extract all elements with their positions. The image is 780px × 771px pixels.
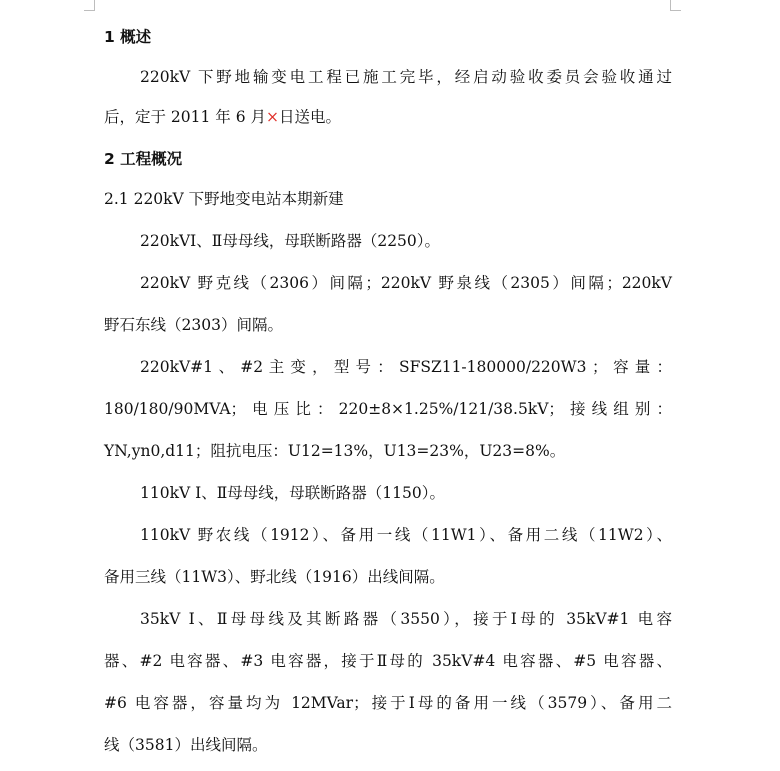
item-main-transformer-line-1: 220kV#1 、 #2 主 变 ， 型 号 ： SFSZ11-180000/220W3 ； 容 量 ： bbox=[140, 358, 672, 376]
item-35kv-line-3: #6 电容器，容量均为 12MVar；接于Ⅰ母的备用一线（3579）、备用二 bbox=[104, 694, 672, 712]
item-35kv-line-4: 线（3581）出线间隔。 bbox=[104, 736, 268, 754]
date-placeholder-mark: × bbox=[266, 108, 280, 126]
item-220kv-busbar: 220kVⅠ、Ⅱ母母线，母联断路器（2250）。 bbox=[140, 232, 441, 250]
section-2-heading: 2 工程概况 bbox=[104, 150, 183, 168]
item-220kv-bays-line-1: 220kV 野克线（2306）间隔；220kV 野泉线（2305）间隔；220kV bbox=[140, 274, 672, 292]
item-110kv-lines-line-2: 备用三线（11W3）、野北线（1916）出线间隔。 bbox=[104, 568, 445, 586]
item-35kv-line-1: 35kV Ⅰ、Ⅱ母母线及其断路器（3550），接于Ⅰ母的 35kV#1 电容 bbox=[140, 610, 672, 628]
item-110kv-lines-line-1: 110kV 野农线（1912）、备用一线（11W1）、备用二线（11W2）、 bbox=[140, 526, 672, 544]
overview-paragraph-line-2 bbox=[104, 102, 341, 132]
overview-paragraph-line-1: 220kV 下野地输变电工程已施工完毕，经启动验收委员会验收通过 bbox=[140, 68, 672, 86]
item-35kv-line-2: 器、#2 电容器、#3 电容器，接于Ⅱ母的 35kV#4 电容器、#5 电容器、 bbox=[104, 652, 672, 670]
section-1-heading: 1 概述 bbox=[104, 28, 152, 46]
overview-date-text: 后，定于 2011 年 6 月 bbox=[104, 108, 267, 126]
crop-mark-top-right bbox=[670, 0, 681, 11]
subsection-2-1-heading: 2.1 220kV 下野地变电站本期新建 bbox=[104, 190, 344, 208]
item-110kv-busbar: 110kV Ⅰ、Ⅱ母母线，母联断路器（1150）。 bbox=[140, 484, 445, 502]
item-main-transformer-line-2: 180/180/90MVA；电压比：220±8×1.25%/121/38.5kV；接线组别： bbox=[104, 400, 672, 418]
item-main-transformer-line-3: YN,yn0,d11；阻抗电压：U12=13%，U13=23%，U23=8%。 bbox=[104, 442, 566, 460]
overview-date-tail: 日送电。 bbox=[279, 108, 342, 126]
item-220kv-bays-line-2: 野石东线（2303）间隔。 bbox=[104, 316, 283, 334]
crop-mark-top-left bbox=[84, 0, 95, 11]
